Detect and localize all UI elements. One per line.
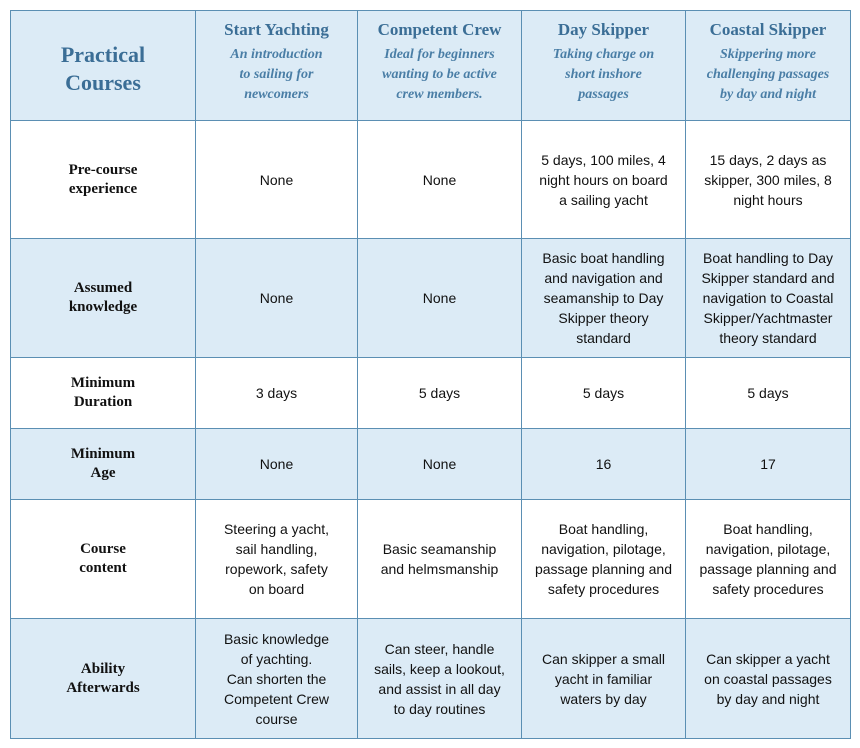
- cell-line: Boat handling,: [558, 521, 649, 537]
- table-cell: [358, 500, 522, 619]
- table-cell: [196, 358, 358, 429]
- cell-line: 5 days: [747, 385, 789, 401]
- cell-line: waters by day: [560, 690, 647, 707]
- course-description-line: crew members.: [396, 87, 483, 102]
- cell-line: 5 days: [582, 385, 625, 401]
- row-label-line: experience: [68, 180, 138, 197]
- cell-line: Can skipper a small: [542, 650, 665, 667]
- cell-line: 5 days: [418, 385, 461, 401]
- table-cell: [686, 121, 851, 239]
- table-cell: [358, 239, 522, 358]
- table-cell: [196, 619, 358, 739]
- cell-line: night hours: [733, 191, 803, 208]
- table-cell: [196, 500, 358, 619]
- cell-line: Can skipper a yacht: [706, 650, 830, 667]
- cell-line: Skipper standard and: [701, 270, 835, 286]
- table-row: [11, 121, 851, 239]
- cell-line: navigation to Coastal: [702, 290, 834, 306]
- row-label-line: Assumed: [73, 280, 133, 296]
- courses-table-wrapper: [10, 10, 850, 738]
- cell-line: Basic knowledge: [223, 630, 330, 647]
- table-cell: [196, 429, 358, 500]
- cell-line: of yachting.: [240, 650, 313, 667]
- row-label-line: Duration: [73, 394, 133, 410]
- row-label-line: Course: [80, 541, 126, 557]
- cell-line: and assist in all day: [378, 680, 501, 697]
- cell-line: navigation, pilotage,: [541, 541, 666, 557]
- row-label-line: Ability: [80, 660, 126, 677]
- table-cell: [358, 358, 522, 429]
- course-name: Coastal Skipper: [709, 20, 827, 39]
- table-row: [11, 239, 851, 358]
- cell-line: Steering a yacht,: [223, 521, 330, 537]
- cell-line: Can shorten the: [226, 670, 327, 687]
- row-label: [11, 239, 196, 358]
- cell-line: theory standard: [719, 330, 817, 346]
- row-label-line: Minimum: [70, 375, 136, 391]
- row-label: [11, 429, 196, 500]
- cell-line: Skipper theory: [558, 310, 649, 326]
- row-label-line: content: [79, 560, 127, 576]
- cell-line: Skipper/Yachtmaster: [703, 310, 833, 326]
- row-label-line: Age: [90, 465, 116, 481]
- cell-line: seamanship to Day: [543, 290, 664, 306]
- table-cell: [522, 358, 686, 429]
- row-label-line: Afterwards: [66, 679, 140, 696]
- course-header-coastal-skipper: [686, 11, 851, 121]
- course-header-start-yachting: [196, 11, 358, 121]
- course-description-line: challenging passages: [706, 67, 830, 82]
- row-label-line: Pre-course: [68, 161, 138, 178]
- cell-line: and navigation and: [544, 270, 663, 286]
- cell-line: passage planning and: [699, 561, 837, 577]
- table-cell: [686, 239, 851, 358]
- cell-line: 16: [595, 456, 612, 472]
- cell-line: ropework, safety: [225, 561, 328, 577]
- cell-line: on board: [248, 581, 305, 597]
- row-label: [11, 500, 196, 619]
- table-cell: [522, 239, 686, 358]
- cell-line: Boat handling,: [723, 521, 813, 537]
- cell-line: 5 days, 100 miles, 4: [541, 151, 666, 168]
- cell-line: yacht in familiar: [554, 670, 653, 687]
- cell-line: by day and night: [716, 690, 820, 707]
- row-label: [11, 121, 196, 239]
- cell-line: on coastal passages: [704, 670, 832, 687]
- cell-line: None: [422, 171, 457, 188]
- cell-line: Boat handling to Day: [703, 250, 833, 266]
- row-label: [11, 619, 196, 739]
- table-cell: [358, 429, 522, 500]
- cell-line: skipper, 300 miles, 8: [704, 171, 832, 188]
- course-description-line: passages: [578, 87, 629, 102]
- course-header-day-skipper: [522, 11, 686, 121]
- cell-line: sail handling,: [235, 541, 318, 557]
- row-label: [11, 358, 196, 429]
- table-title-line: Courses: [65, 69, 141, 95]
- cell-line: sails, keep a lookout,: [374, 660, 505, 677]
- cell-line: Competent Crew: [223, 690, 330, 707]
- table-row: [11, 500, 851, 619]
- cell-line: None: [422, 456, 457, 472]
- cell-line: and helmsmanship: [380, 561, 499, 577]
- course-name: Start Yachting: [224, 20, 329, 39]
- table-cell: [196, 121, 358, 239]
- course-name: Day Skipper: [557, 20, 650, 39]
- table-cell: [522, 429, 686, 500]
- practical-courses-table: [10, 10, 851, 739]
- cell-line: safety procedures: [547, 581, 660, 597]
- course-description-line: Taking charge on: [552, 47, 655, 62]
- table-row: [11, 619, 851, 739]
- cell-line: night hours on board: [539, 171, 668, 188]
- table-cell: [686, 619, 851, 739]
- course-header-competent-crew: [358, 11, 522, 121]
- course-description-line: An introduction: [230, 47, 323, 62]
- cell-line: Basic seamanship: [382, 541, 497, 557]
- cell-line: standard: [576, 330, 631, 346]
- course-description-line: newcomers: [244, 87, 309, 102]
- table-row: [11, 358, 851, 429]
- table-cell: [358, 619, 522, 739]
- cell-line: to day routines: [393, 700, 486, 717]
- course-description-line: wanting to be active: [382, 67, 497, 82]
- table-cell: [358, 121, 522, 239]
- cell-line: safety procedures: [712, 581, 824, 597]
- table-cell: [522, 619, 686, 739]
- table-cell: [686, 500, 851, 619]
- table-title: [11, 11, 196, 121]
- cell-line: Basic boat handling: [542, 250, 665, 266]
- course-description-line: to sailing for: [239, 67, 314, 82]
- cell-line: a sailing yacht: [559, 191, 648, 208]
- table-cell: [686, 358, 851, 429]
- table-cell: [196, 239, 358, 358]
- course-description-line: short inshore: [565, 67, 642, 82]
- table-cell: [522, 121, 686, 239]
- cell-line: None: [259, 456, 294, 472]
- row-label-line: Minimum: [70, 446, 136, 462]
- cell-line: None: [422, 290, 457, 306]
- table-title-line: Practical: [60, 41, 146, 67]
- table-row: [11, 429, 851, 500]
- cell-line: course: [255, 710, 298, 727]
- cell-line: 17: [760, 456, 776, 472]
- table-cell: [686, 429, 851, 500]
- table-cell: [522, 500, 686, 619]
- cell-line: None: [259, 290, 294, 306]
- cell-line: 3 days: [255, 385, 298, 401]
- cell-line: Can steer, handle: [384, 640, 495, 657]
- course-description-line: Ideal for beginners: [384, 47, 495, 62]
- cell-line: passage planning and: [534, 561, 672, 577]
- course-description-line: Skippering more: [719, 47, 817, 62]
- header-row: [11, 11, 851, 121]
- course-description-line: by day and night: [719, 87, 817, 102]
- cell-line: navigation, pilotage,: [705, 541, 831, 557]
- cell-line: 15 days, 2 days as: [709, 151, 827, 168]
- row-label-line: knowledge: [68, 299, 138, 315]
- cell-line: None: [259, 171, 294, 188]
- course-name: Competent Crew: [377, 20, 502, 39]
